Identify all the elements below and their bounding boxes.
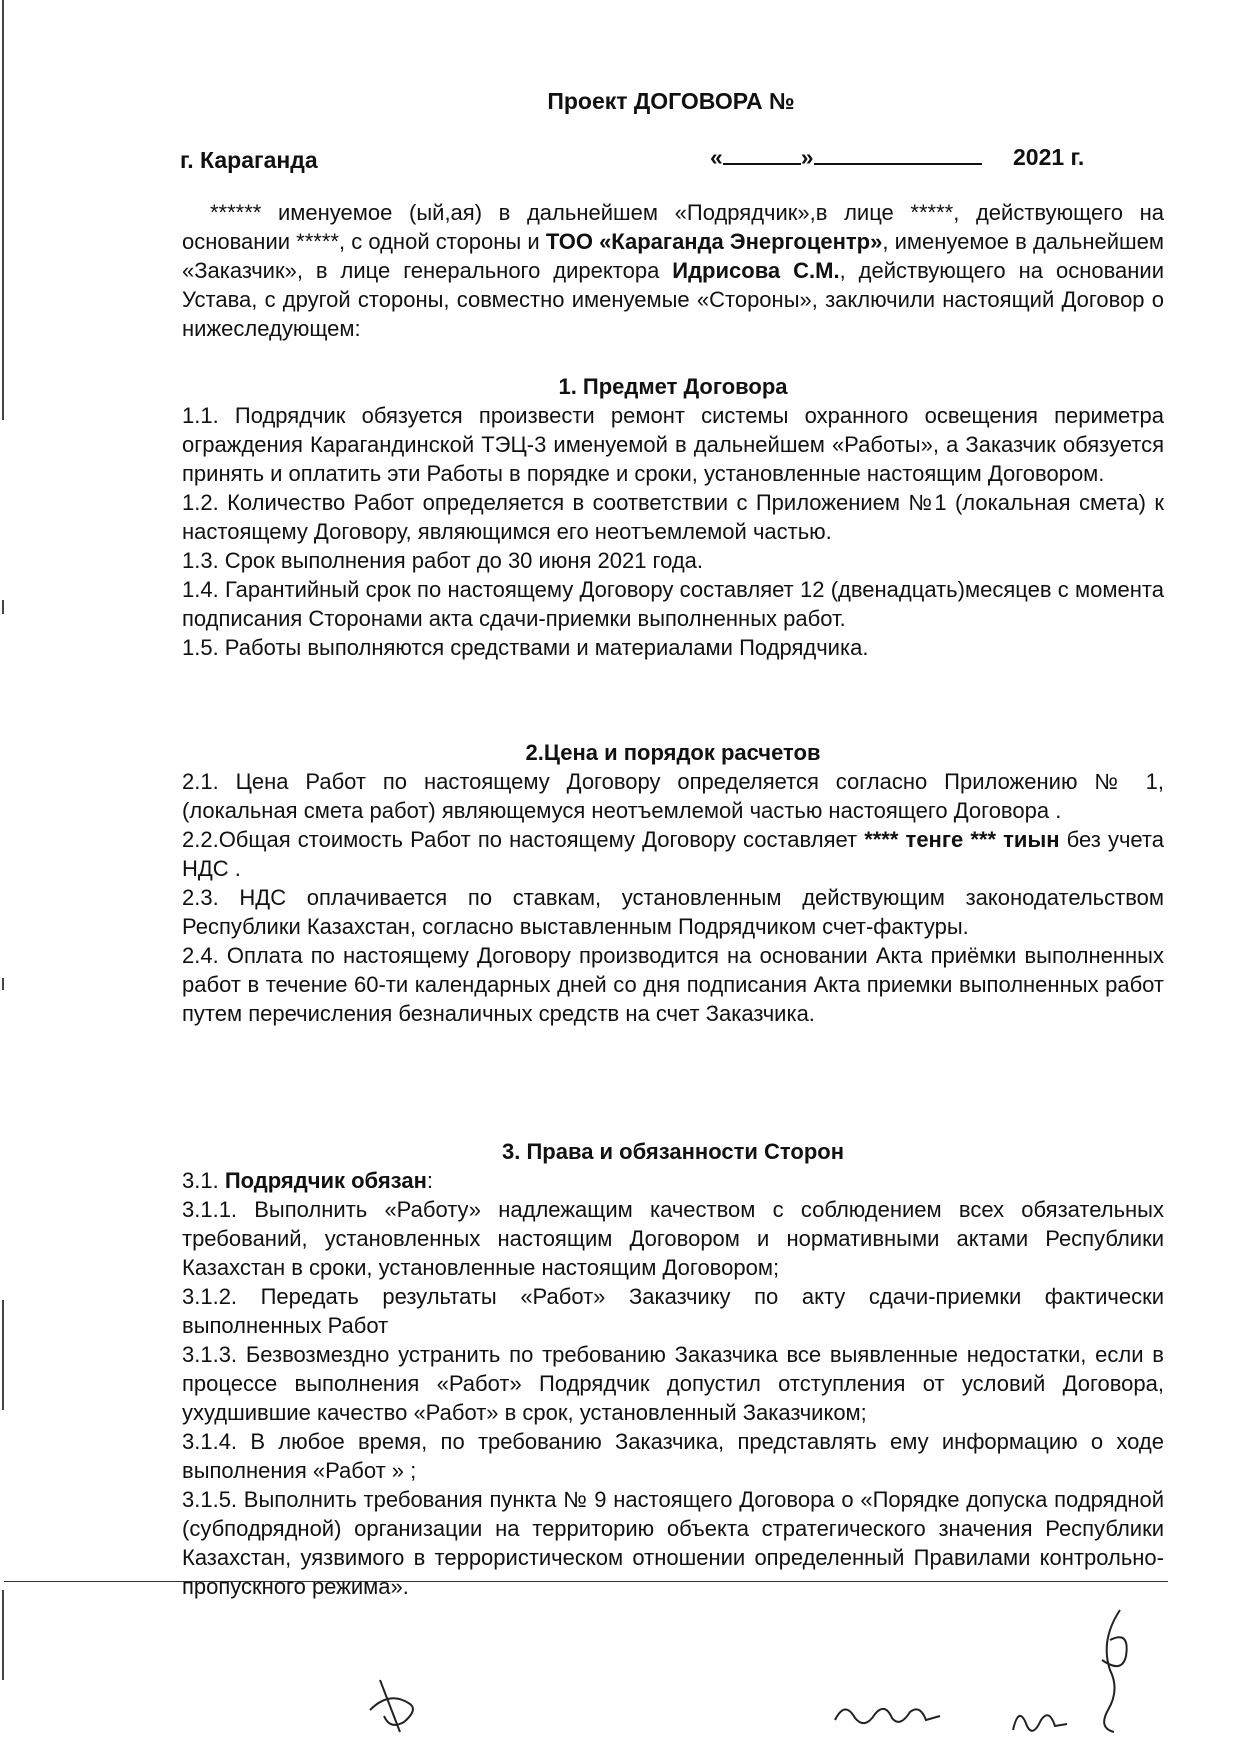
- date-open-quote: «: [710, 144, 723, 170]
- date-blank: [710, 144, 982, 171]
- section-3: [182, 1137, 1164, 1601]
- section-2: [182, 738, 1164, 1028]
- scan-horizontal-line: [4, 1581, 1168, 1582]
- clause-1-5: 1.5. Работы выполняются средствами и материалами Подрядчика.: [182, 635, 869, 660]
- section-1: [182, 372, 1164, 662]
- clause-2-4: 2.4. Оплата по настоящему Договору производится на основании Акта приёмки выполненных работ в течение 60-ти календарных дней со дня подписания Акта приемки выполненных работ путем перечисления безналичных средств на счет Заказчика.: [182, 943, 1164, 1026]
- section-1-heading: 1. Предмет Договора: [558, 374, 788, 399]
- clause-3-1-2: 3.1.2. Передать результаты «Работ» Заказчику по акту сдачи-приемки фактически выполненных Работ: [182, 1284, 1164, 1338]
- clause-2-3: 2.3. НДС оплачивается по ставкам, установленным действующим законодательством Республики Казахстан, согласно выставленным Подрядчиком счет-фактуры.: [182, 885, 1164, 939]
- clause-3-1-1: 3.1.1. Выполнить «Работу» надлежащим качеством с соблюдением всех обязательных требований, установленных настоящим Договором и нормативными актами Республики Казахстан в сроки, установленные настоящим Договором;: [182, 1197, 1164, 1280]
- initials-signature-1: [360, 1670, 430, 1740]
- clause-1-3: 1.3. Срок выполнения работ до 30 июня 2021 года.: [182, 548, 704, 573]
- clause-3-1-number: 3.1.: [182, 1168, 225, 1193]
- margin-line: [2, 0, 4, 420]
- clause-2-2: [182, 825, 1164, 883]
- preamble-text-2: , именуемое в дальнейшем «Заказчик», в лице генерального директора: [182, 229, 1165, 283]
- margin-mark: [2, 1300, 4, 1410]
- section-3-heading: 3. Права и обязанности Сторон: [502, 1139, 844, 1164]
- margin-mark: [2, 600, 4, 614]
- clause-2-2-suffix: без учета НДС .: [182, 827, 1165, 881]
- preamble-text-1: ****** именуемое (ый,ая) в дальнейшем «Подрядчик»,в лице *****, действующего на основании *****, с одной стороны и: [182, 200, 1164, 254]
- customer-name: ТОО «Караганда Энергоцентр»: [545, 229, 883, 254]
- preamble-text-3: , действующего на основании Устава, с другой стороны, совместно именуемые «Стороны», заключили настоящий Договор о нижеследующем:: [182, 258, 1165, 341]
- clause-3-1-4: 3.1.4. В любое время, по требованию Заказчика, представлять ему информацию о ходе выполнения «Работ » ;: [182, 1429, 1164, 1483]
- initials-signature-4: [1080, 1600, 1150, 1740]
- date-close-quote: »: [800, 144, 814, 170]
- clause-3-1-3: 3.1.3. Безвозмездно устранить по требованию Заказчика все выявленные недостатки, если в процессе выполнения «Работ» Подрядчик допустил отступления от условий Договора, ухудшившие качество «Работ» в срок, установленный Заказчиком;: [182, 1342, 1164, 1425]
- preamble-paragraph: [182, 198, 1164, 343]
- total-amount: **** тенге *** тиын: [864, 827, 1060, 852]
- document-title: Проект ДОГОВОРА №: [547, 88, 795, 114]
- day-blank-line: [723, 145, 801, 165]
- month-blank-line: [814, 145, 982, 165]
- year-label: 2021 г.: [1013, 144, 1085, 170]
- clause-3-1: [182, 1166, 1164, 1195]
- director-name: Идрисова С.М.: [672, 258, 840, 283]
- clause-2-1: 2.1. Цена Работ по настоящему Договору определяется согласно Приложению № 1, (локальная смета работ) являющемуся неотъемлемой частью настоящего Договора .: [182, 769, 1164, 823]
- initials-signature-3: [1005, 1690, 1075, 1745]
- contractor-obliged-label: Подрядчик обязан: [224, 1168, 427, 1193]
- section-2-heading: 2.Цена и порядок расчетов: [525, 740, 821, 765]
- preamble: [182, 198, 1164, 343]
- city-label: г. Караганда: [180, 147, 318, 173]
- clause-1-2: 1.2. Количество Работ определяется в соответствии с Приложением №1 (локальная смета) к настоящему Договору, являющимся его неотъемлемой частью.: [182, 490, 1164, 544]
- clause-3-1-colon: :: [426, 1168, 433, 1193]
- initials-signature-2: [830, 1690, 960, 1740]
- clause-1-4: 1.4. Гарантийный срок по настоящему Договору составляет 12 (двенадцать)месяцев с момента подписания Сторонами акта сдачи-приемки выполненных работ.: [182, 577, 1164, 631]
- clause-3-1-5: 3.1.5. Выполнить требования пункта № 9 настоящего Договора о «Порядке допуска подрядной (субподрядной) организации на территорию объекта стратегического значения Республики Казахстан, уязвимого в террористическом отношении определенный Правилами контрольно-пропускного режима».: [182, 1487, 1164, 1599]
- margin-mark: [2, 1590, 4, 1680]
- clause-1-1: 1.1. Подрядчик обязуется произвести ремонт системы охранного освещения периметра ограждения Карагандинской ТЭЦ-3 именуемой в дальнейшем «Работы», а Заказчик обязуется принять и оплатить эти Работы в порядке и сроки, установленные настоящим Договором.: [182, 403, 1164, 486]
- clause-2-2-text: 2.2.Общая стоимость Работ по настоящему Договору составляет: [182, 827, 865, 852]
- margin-mark: [2, 978, 4, 990]
